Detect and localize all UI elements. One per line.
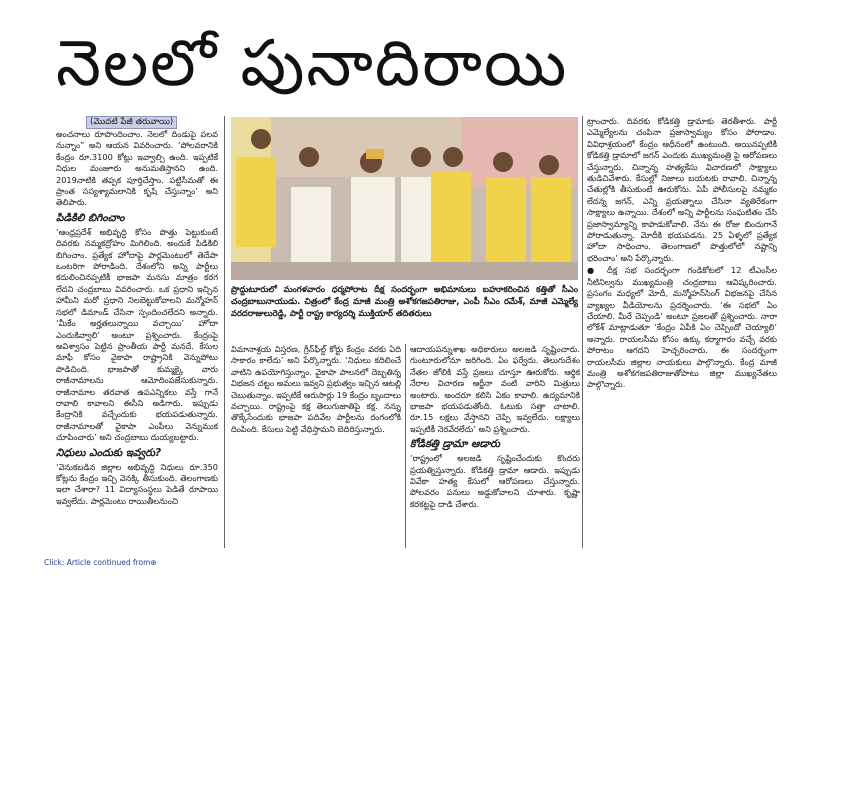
news-photo: [231, 117, 578, 280]
col1-paragraph-1: అంచనాలు రూపొందించాం. నెలలో దిండుపై పలవ నున్నాం” అని ఆయన వివరించారు. ‘పోలవరానికి కేంద్రం రూ.3100 కోట్లు ఇవ్వాల్సి ఉంది. ఇప్పటికే నిధుల మంజూరు అనుమతిస్తానని ఉంది. 2019నాటికి తప్పక పూర్తిచేస్తాం. పట్టిసీమతో ఈ ప్రాంత సస్యశ్యామలానికి కృషి చేస్తున్నాం’ అని తెలిపారు.: [56, 129, 218, 208]
col3-paragraph-1: ఆదాయపన్నుశాఖ అధికారులు అలజడి సృష్టించారు. గుంటూరులోనూ జరిగింది. ఏం ఫర్వేదు. తెలుగుదేశం నేతల జోలికి వస్తే ప్రజలు చూస్తూ ఊరుకోరు. ఆర్థిక నేరాల విచారణ ఆర్జీనా వంటి వారిని మిత్రులు అంటారు. అందరూ కలిసి ఏకం కావాలి. ఉద్యమానికి భాజపా భయపడుతోంది. ఓటుకు సత్తా చాటాలి. రూ.15 లక్షలు వేస్తానని చెప్పి ఇవ్వలేదు. లక్ష్యాలు ఇప్పటికీ నెరవేరలేదు’ అని ప్రశ్నించారు.: [410, 344, 580, 434]
col4-paragraph-2: ● దీక్ష సభ సందర్భంగా గండికోటలో 12 టీఎంసీల నీటినిల్వను ముఖ్యమంత్రి చంద్రబాబు ఆవిష్కరించారు. ప్రసంగం మధ్యలో మోదీ, మన్మోహన్‌సింగ్ విభజనపై చేసిన వ్యాఖ్యల వీడియోలను ప్రదర్శించారు. ‘ఈ సభలో ఏం చేయాలి. మీరే చెప్పండి’ అంటూ ప్రజలతో ప్రశ్నించారు. నారా లోకేశ్ మాట్లాడుతూ ‘కేంద్రం ఏపీకి ఏం చెప్పిందో చెయ్యాలి’ అన్నారు. రాయలసీమ కోసం ఉక్కు కర్మాగారం వచ్చే వరకు పోరాటం ఆగదని హెచ్చరించారు. ఈ సందర్భంగా రాయలసీమ జిల్లాల నాయకులు పాల్గొన్నారు. కేంద్ర మాజీ మంత్రి అశోకగజపతిరాజుతోపాటు జిల్లా ముఖ్యనేతలు పాల్గొన్నారు.: [587, 265, 777, 390]
photo-caption: ప్రొద్దుటూరులో మంగళవారం ధర్మపోరాట దీక్ష సందర్భంగా అభిమానులు బహూకరించిన కత్తితో సీఎం చంద్రబాబునాయుడు. చిత్రంలో కేంద్ర మాజీ మంత్రి అశోకగజపతిరాజు, ఎంపీ సీఎం రమేశ్, మాజీ ఎమ్మెల్యే వరదరాజులురెడ్డి, పార్టీ రాష్ట్ర కార్యదర్శి ముక్తియార్ తదితరులు: [231, 284, 578, 318]
headline: నెలలో పునాదిరాయి: [56, 27, 569, 101]
column-3: [410, 344, 580, 548]
column-rule: [405, 344, 406, 548]
continued-tag: (మొదటి పేజీ తరువాయి): [86, 116, 177, 129]
column-2: [231, 344, 401, 548]
col1-paragraph-2: ‘ఆంధ్రప్రదేశ్ అభివృద్ధి కోసం పొత్తు పెట్టుకుంటే దివరకు నమ్మకద్రోహం మిగిలింది. అందుకే పిడికిలి బిగించాం. ప్రత్యేక హోదాపై పార్లమెంటులో తెదేపా ఒంటరిగా పోరాడింది. దేశంలోని అన్ని పార్టీలు కదులించినప్పటికీ భాజపా మనసు మాత్రం కరగ లేదని చంద్రబాబు వివరించారు. ఒక ప్రధాని ఇచ్చిన హామీని మరో ప్రధాని నిలబెట్టుకోవాలని మన్మోహన్ సభలో డిమాండ్ చేసినా స్పందించలేదని అన్నారు. ‘మీకేం అర్హతలున్నాయి వచ్చాయి’ హోదా ఎందుకివ్వాలి’ అంటూ ప్రశ్నించారు. కేంద్రంపై అవిశ్వాసం పెట్టిన ప్రాంతీయ పార్టీ మనదే. కేసుల మాఫీ కోసం వైకాపా రాష్ట్రానికి వెన్నుపోటు పొడిచింది. భాజపాతో కుమ్మక్కై వారు రాజీనామాలను ఆమోదింపజేసుకున్నారు. రాజీనామాల తరవాత ఉపఎన్నికలు వస్తే గానే రావాలి కావాలని ఈసీని అడిగారు. ఇప్పుడు కేంద్రానికి వచ్చేందుకు భయపడుతున్నారు. రాజీనామాలతో వైకాపా ఎంపీలు వెన్నుముక చూపించారు’ అని చంద్రబాబు దుయ్యబట్టారు.: [56, 226, 218, 443]
col3-paragraph-2: ‘రాష్ట్రంలో అలజడి సృష్టించేందుకు కొందరు ప్రయత్నిస్తున్నారు. కోడికత్తి డ్రామా ఆడారు. ఇప్పుడు వివేకా హత్య కేసులో ఆరోపణలు చేస్తున్నారు. పోలవరం పనులు అడ్డుకోవాలని చూశారు. కృష్ణా కరకట్టపై దాడి చేశారు.: [410, 453, 580, 509]
subhead-col3: కోడికత్తి డ్రామా ఆడారు: [410, 438, 501, 451]
column-4: [587, 116, 777, 556]
column-rule: [582, 116, 583, 548]
column-1: [56, 116, 218, 546]
subhead-1: పిడికిలి బిగించాం: [56, 211, 125, 224]
column-rule: [224, 116, 225, 548]
subhead-2: నిధులు ఎందుకు ఇవ్వరు?: [56, 446, 162, 459]
col2-paragraph: విమానాశ్రయ విస్తరణ, గ్రీన్‌ఫీల్డ్ కోర్టు కేంద్రం వరకు ఏది సాకారం కాలేదు’ అని పేర్కొన్నారు. ‘నిధులు కదిలించే వాటిని ఉపయోగిస్తున్నాం. వైకాపా పాలనలో దెబ్బతిన్న విభజన చట్టం అమలు ఇవ్వని ప్రభుత్వం ఇచ్చిన ఆటల్లి చెబుతున్నాం. ఇప్పటికే ఆరుసార్లు 19 కేంద్రం బృందాలు వచ్చాయి. రాష్ట్రంపై కక్ష తెలుగుజాతిపై కక్ష. నన్ను తొక్కేసేందుకు భాజపా పదివేల పార్టీలను రంగంలోకి దింపింది. కేసులు పెట్టి వేధిస్తామని బెదిరిస్తున్నారు.: [231, 344, 401, 434]
col4-paragraph-1: ట్రాంచారు. దివరకు కోడికత్తి డ్రామాకు తెరతీశారు. పార్టీ ఎమ్మెల్యేలను చంపినా ప్రజాస్వామ్యం కోసం పోరాడాం. వివిధాశ్రయంలో కేంద్రం ఆధీనంలో ఉంటుంది. అయినప్పటికీ కోడికత్తి డ్రామాలో జగన్ ఎందుకు ముఖ్యమంత్రి పై ఆరోపణలు చేస్తున్నారు. చిన్నాన్న హత్యకేసు విచారణలో సాక్ష్యాలు తుడిచివేశారు. కేసుల్లో నిజాలు బయటకు రావాలి. చిన్నాన్న చేతుల్లోకి తీసుకుంటే ఊరుకోను. ఏపీ పోలీసులపై నమ్మకం లేదన్న జగన్, ఎన్ని ప్రయత్నాలు చేసినా వ్యతిరేకంగా సాక్ష్యాలు ఉన్నాయి. దేశంలో అన్ని పార్టీలను సంఘటితం చేసి ప్రజాస్వామ్యాన్ని కాపాడుకోవాలి. నేను ఈ రోజు బిందుగానే పోరాడుతున్నా. మోదీకి భయపడను. 25 ఏళ్ళలో ప్రత్యేక హోదా సాధించాం. తెలంగాణలో పొత్తులోలో నష్టాన్ని భరించాం’ అని పేర్కొన్నారు.: [587, 116, 777, 263]
article-continued-link[interactable]: Click: Article continued from⊕: [44, 558, 157, 567]
group-photo-illustration: [231, 117, 578, 280]
col1-paragraph-3: ‘వెనుకబడిన జిల్లాల అభివృద్ధి నిధులు రూ.350 కోట్లను కేంద్రం ఇచ్చి వెనక్కి తీసుకుంది. తెలంగాణకు ఇలా చేశారా? 11 విద్యాసంస్థలు పెడితే రూపాయి ఇవ్వలేదు. పార్లమెంటు రాయితీలనుంచి: [56, 461, 218, 506]
